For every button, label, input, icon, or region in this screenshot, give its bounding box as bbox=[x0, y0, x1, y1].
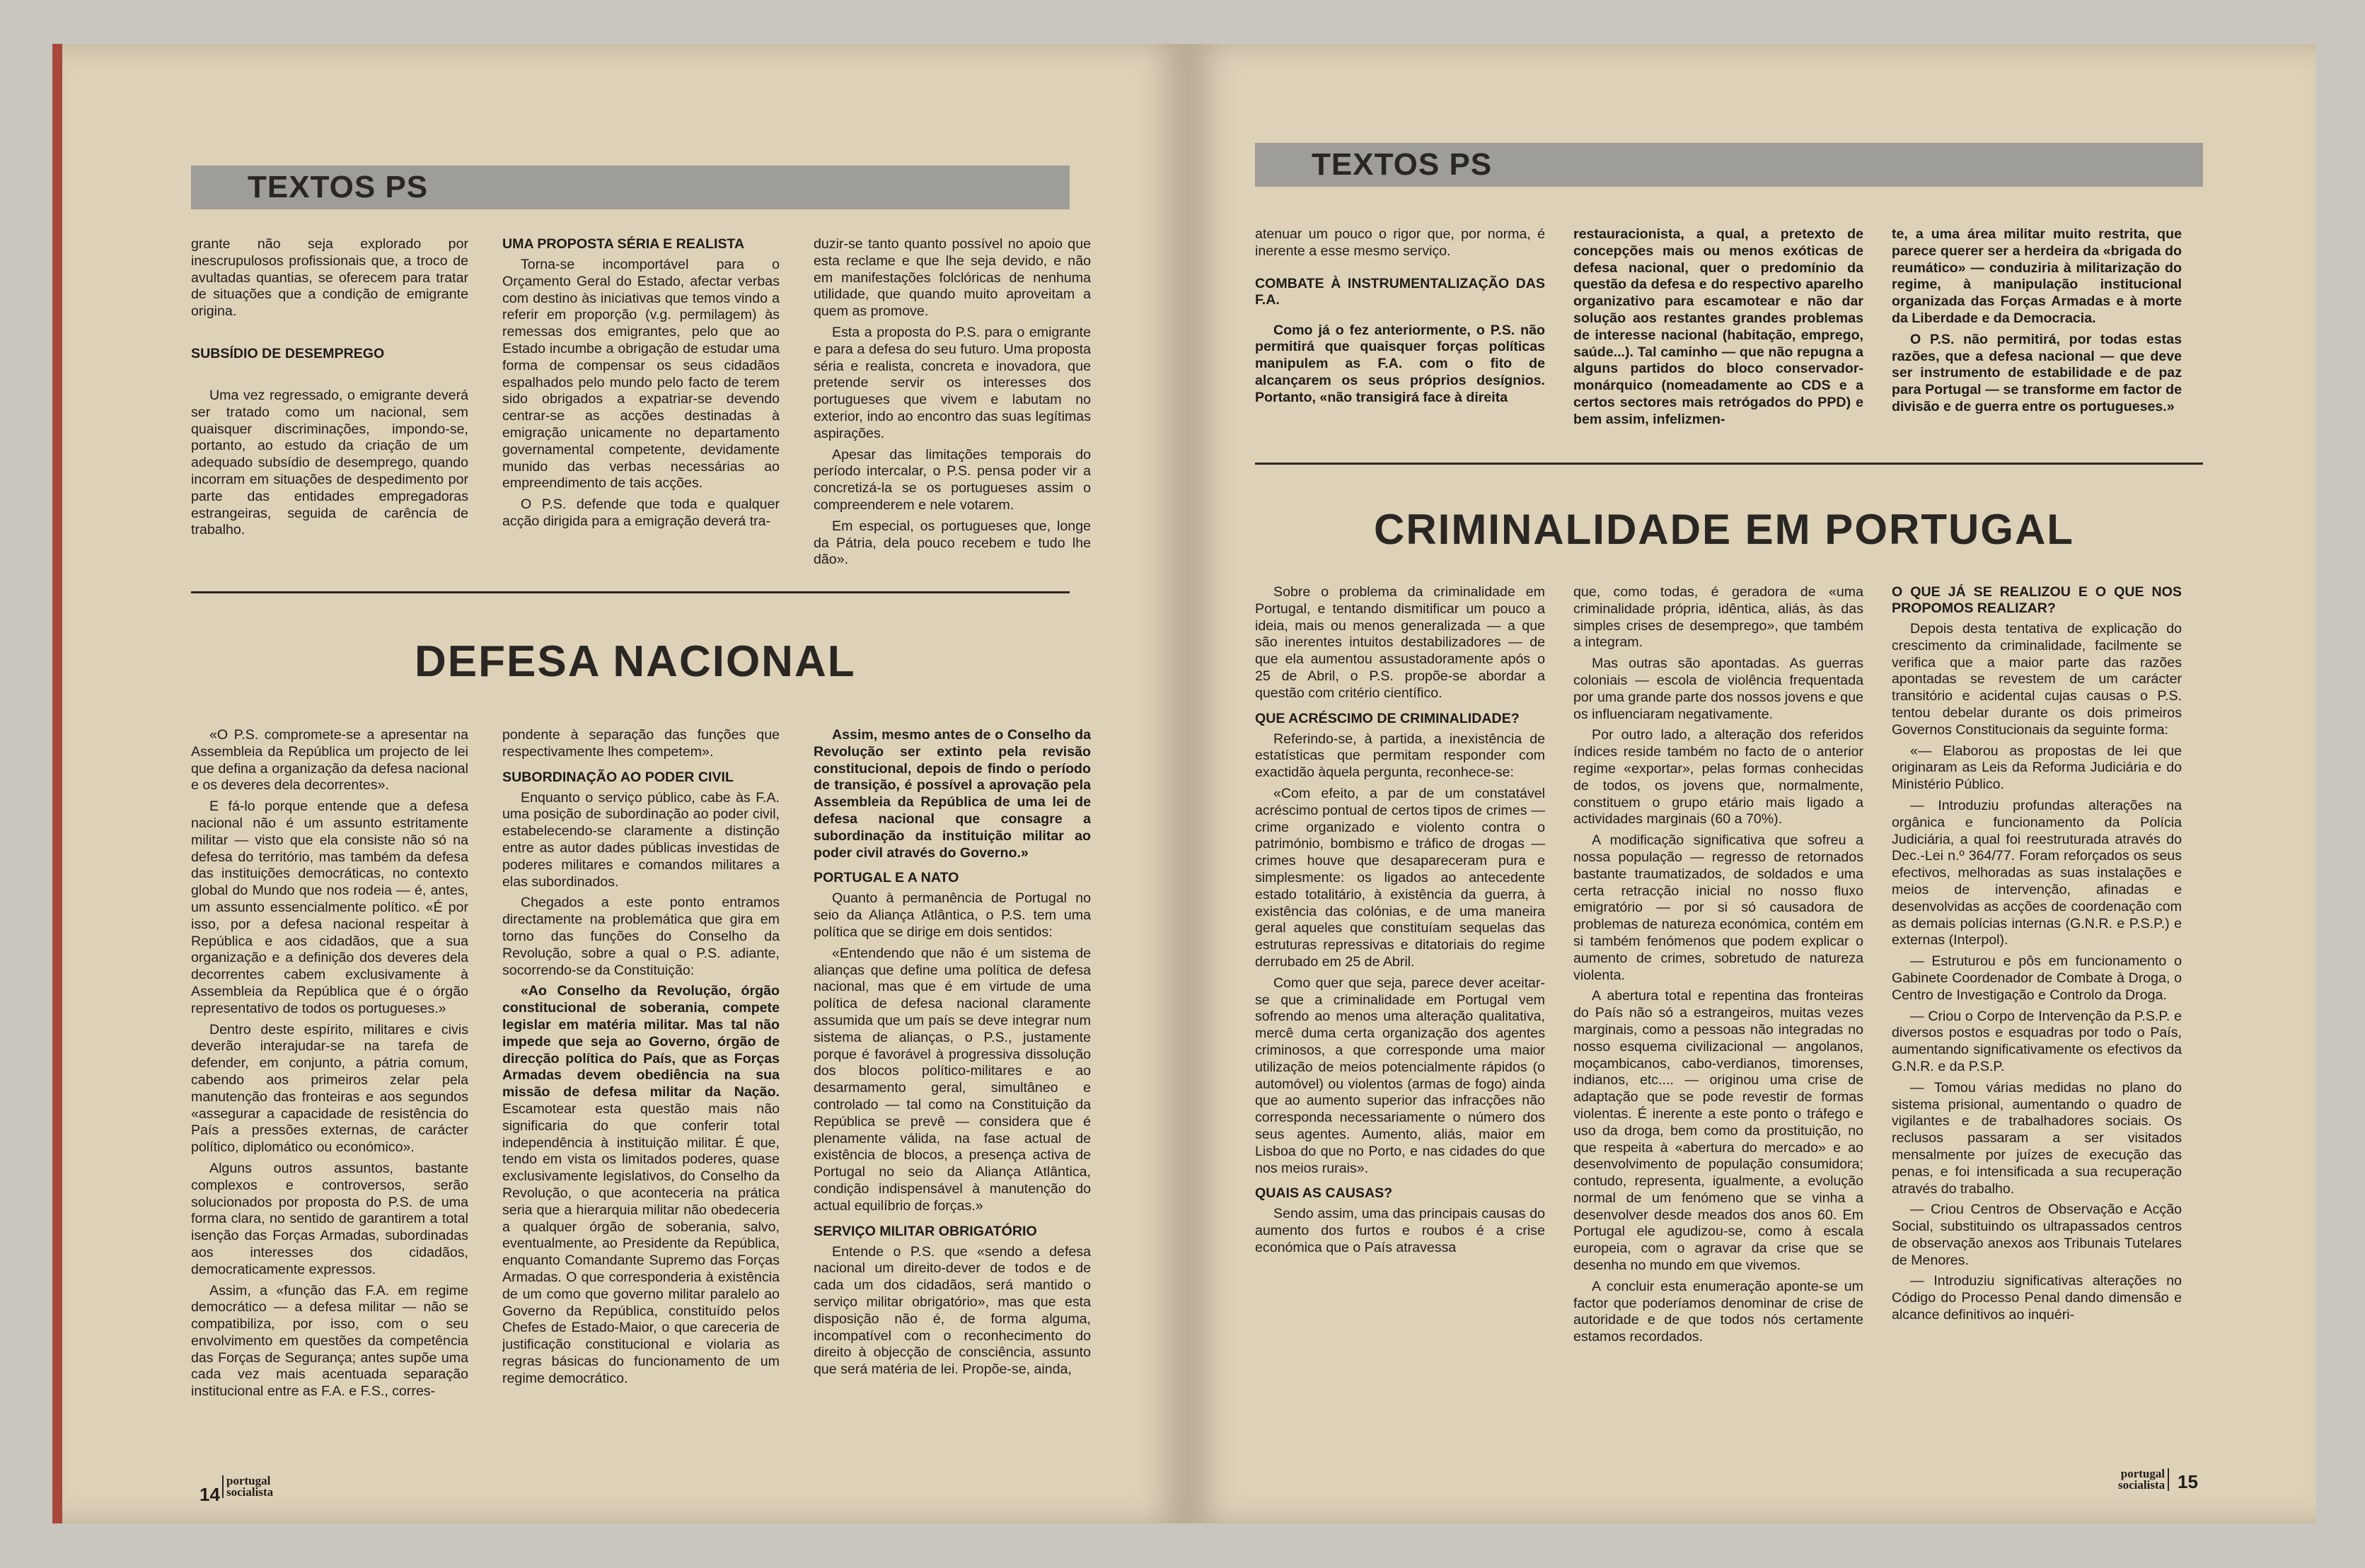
paragraph: Por outro lado, a alteração dos referidos índices reside também no facto de o anterior regime «exportar», pelas formas conhecidas de todos, os jovens que, normalmente, constituem o grupo etário mais ligado a actividades marginais (60 a 70%). bbox=[1573, 727, 1863, 827]
paragraph: Enquanto o serviço público, cabe às F.A. uma posição de subordinação ao poder civil, estabelecendo-se claramente a distinção entre as autor dades públicas investidas de poderes militares e comandos militares a elas subordinados. bbox=[502, 789, 780, 890]
top-column-2 bbox=[502, 236, 780, 632]
paragraph: O P.S. defende que toda e qualquer acção dirigida para a emigração deverá tra- bbox=[502, 496, 780, 529]
paragraph: — Introduziu profundas alterações na orgânica e funcionamento da Polícia Judiciária, a qual foi reestruturada através do Dec.-Lei n.º 364/77. Foram reforçados os seus efectivos, melhoradas as suas instalações e meios de intervenção, afinadas e desenvolvidas as acções de coordenação com as demais polícias internas (G.N.R. e P.S.P.) e externas (Interpol). bbox=[1892, 797, 2182, 948]
paragraph: — Criou Centros de Observação e Acção Social, substituindo os ultrapassados centros de observação anexos aos Tribunais Tutelares de Menores. bbox=[1892, 1202, 2182, 1268]
article-headline: CRIMINALIDADE EM PORTUGAL bbox=[1374, 506, 2074, 553]
paragraph: Como já o fez anteriormente, o P.S. não permitirá que quaisquer forças políticas manipulem as F.A. com o fito de alcançarem os seus próprios desígnios. Portanto, «não transigirá face à direita bbox=[1255, 322, 1545, 405]
article-column-1 bbox=[1255, 584, 1545, 1482]
logo-line: socialista bbox=[226, 1485, 274, 1499]
quote-continuation: Escamotear esta questão mais não significaria do que conferir total independência à instituição militar. É que, tendo em vista os limitados poderes, quase exclusivamente legislativos, do Conselho da Revolução, o que aconteceria na prática seria que a hierarquia militar não obedeceria a qualquer órgão de soberania, salvo, eventualmente, ao Presidente da República, enquanto Comandante Supremo das Forças Armadas. O que corresponderia à existência de um como que governo militar paralelo ao Governo da República, constituído pelos Chefes de Estado-Maior, o que careceria de justificação constitucional e violaria as regras básicas do funcionamento de um regime democrático. bbox=[502, 1100, 780, 1386]
paragraph: — Tomou várias medidas no plano do sistema prisional, aumentando o quadro de vigilantes e de trabalhadores sociais. Os reclusos passaram a ser visitados mensalmente por juízes de execução das penas, e foi intensificada a sua recuperação através do trabalho. bbox=[1892, 1079, 2182, 1197]
section-band bbox=[191, 165, 1070, 209]
section-divider bbox=[1255, 463, 2203, 465]
paragraph: Depois desta tentativa de explicação do crescimento da criminalidade, facilmente se verifica que a maior parte das razões apontadas se revestem de um carácter transitório e acidental cujas causas o P.S. tentou debelar durante os dois primeiros Governos Constitucionais da seguinte forma: bbox=[1892, 621, 2182, 738]
top-column-3 bbox=[814, 236, 1091, 632]
right-page bbox=[1187, 44, 2316, 1523]
paragraph: Chegados a este ponto entramos directamente na problemática que gira em torno das funções do Conselho da Revolução, sobre a qual o P.S. adiante, socorrendo-se da Constituição: bbox=[502, 895, 780, 978]
paragraph: A abertura total e repentina das fronteiras do País não só a estrangeiros, muitas vezes marginais, como a pessoas não integradas no nosso esquema civilizacional — angolanos, moçambicanos, cabo-verdianos, timorenses, indianos, etc.... — originou uma crise de adaptação que se pode revestir de formas violentas. É inerente a este ponto o tráfego e uso da droga, bem como da prostituição, no que respeita à «abertura do mercado» e ao desenvolvimento de população consumidora; contudo, representa, igualmente, a evolução normal de um fenómeno que se vinha a desenvolver desde meados dos anos 60. Em Portugal ele agudizou-se, como à escala europeia, com o agravar da crise que se desenha no mundo em que vivemos. bbox=[1573, 988, 1863, 1274]
paragraph: — Introduziu significativas alterações no Código do Processo Penal dando dimensão e alcance definitivos ao inquéri- bbox=[1892, 1273, 2182, 1323]
section-title: TEXTOS PS bbox=[248, 170, 429, 204]
left-page bbox=[52, 44, 1187, 1523]
paragraph: restauracionista, a qual, a pretexto de concepções mais ou menos exóticas de defesa nacional, quer o predomínio da questão da defesa e do respectivo aparelho organizativo para escamotear e não dar solução aos restantes grandes problemas de interesse nacional (habitação, emprego, saúde...). Tal caminho — que não repugna a alguns partidos do bloco conservador-monárquico (nomeadamente ao CDS e a certos sectores mais retrógados do PPD) e bem assim, infelizmen- bbox=[1573, 226, 1863, 427]
paragraph: pondente à separação das funções que respectivamente lhes competem». bbox=[502, 727, 780, 760]
paragraph: Sendo assim, uma das principais causas do aumento dos furtos e roubos é a crise económica que o País atravessa bbox=[1255, 1206, 1545, 1255]
subheading: UMA PROPOSTA SÉRIA E REALISTA bbox=[502, 236, 745, 252]
magazine-spread bbox=[52, 44, 2316, 1523]
paragraph: Assim, mesmo antes de o Conselho da Revolução ser extinto pela revisão constitucional, depois de findo o período de transição, é possível a aprovação pela Assembleia da República de uma lei de defesa nacional que consagre a subordinação da instituição militar ao poder civil através do Governo.» bbox=[814, 727, 1091, 861]
paragraph: A modificação significativa que sofreu a nossa população — regresso de retornados bastante traumatizados, de soldados e uma certa retracção inicial no nosso fluxo emigratório — por si só causadora de problemas de natureza económica, contém em si também fenómenos que podem explicar o aumento de crimes, sobretudo de natureza violenta. bbox=[1573, 832, 1863, 983]
article-column-2 bbox=[1573, 584, 1863, 1482]
subheading: QUAIS AS CAUSAS? bbox=[1255, 1185, 1393, 1202]
paragraph: Quanto à permanência de Portugal no seio da Aliança Atlântica, o P.S. tem uma política que se dirige em dois sentidos: bbox=[814, 890, 1091, 940]
subheading: COMBATE À INSTRUMENTALIZAÇÃO DAS F.A. bbox=[1255, 275, 1545, 308]
paragraph: grante não seja explorado por inescrupulosos profissionais que, a troco de avultadas quantias, se oferecem para tratar de situações que a condição de emigrante origina. bbox=[191, 236, 468, 320]
paragraph: Referindo-se, à partida, a inexistência de estatísticas que permitam responder com exactidão àquela pergunta, reconhece-se: bbox=[1255, 731, 1545, 781]
section-band bbox=[1255, 143, 2203, 187]
paragraph: — Criou o Corpo de Intervenção da P.S.P. e diversos postos e esquadras por todo o País, aumentando significativamente os efectivos da G.N.R. e da P.S.P. bbox=[1892, 1008, 2182, 1074]
article-headline: DEFESA NACIONAL bbox=[415, 637, 856, 686]
paragraph: Em especial, os portugueses que, longe da Pátria, dela pouco recebem e tudo lhe dão». bbox=[814, 518, 1091, 568]
logo-line: portugal bbox=[2120, 1467, 2165, 1480]
paragraph: que, como todas, é geradora de «uma criminalidade própria, idêntica, aliás, às das simples crises de desemprego», que também a integram. bbox=[1573, 584, 1863, 651]
paragraph: Sobre o problema da criminalidade em Portugal, e tentando dismitificar um pouco a ideia, mais ou menos generalizada — a que são inerentes intuitos destabilizadores — de que ela aumentou assustadoramente após o 25 de Abril, o P.S. propõe-se abordar a questão com critério científico. bbox=[1255, 584, 1545, 701]
bold-quote: «Ao Conselho da Revolução, órgão constitucional de soberania, compete legislar em matéria militar. Mas tal não impede que seja ao Governo, órgão de direcção política do País, que as Forças Armadas devem obediência na sua missão de defesa militar da Nação. bbox=[502, 983, 780, 1100]
paragraph: Alguns outros assuntos, bastante complexos e controversos, serão solucionados por proposta do P.S. de uma forma clara, no sentido de garantirem a total isenção das Forças Armadas, subordinadas aos interesses dos cidadãos, democraticamente expressos. bbox=[191, 1160, 468, 1277]
page-number: 14 bbox=[200, 1484, 220, 1505]
publication-logo bbox=[2118, 1468, 2169, 1491]
paragraph: Apesar das limitações temporais do período intercalar, o P.S. pensa poder vir a concretizá-la se os portugueses assim o compreenderem e nele votarem. bbox=[814, 446, 1091, 513]
paragraph: duzir-se tanto quanto possível no apoio que esta reclame e que lhe seja devido, e não em manifestações folclóricas de nenhuma utilidade, que quando muito aproveitam a quem as promove. bbox=[814, 236, 1091, 320]
paragraph: O P.S. não permitirá, por todas estas razões, que a defesa nacional — que deve ser instrumento de estabilidade e de paz para Portugal — se transforme em factor de divisão e de guerra entre os portugueses.» bbox=[1892, 331, 2182, 414]
paragraph: Mas outras são apontadas. As guerras coloniais — escola de violência frequentada por uma grande parte dos nossos jovens e que os influenciaram negativamente. bbox=[1573, 656, 1863, 722]
subheading: SUBORDINAÇÃO AO PODER CIVIL bbox=[502, 769, 734, 785]
paragraph: Como quer que seja, parece dever aceitar-se que a criminalidade em Portugal vem sofrendo ao menos uma alteração qualitativa, mercê duma certa organização dos agentes criminosos, a que corresponde uma maior utilização de meios potencialmente rápidos (o automóvel) ou violentos (armas de fogo) ainda que ao aumento superior das infracções não corresponda necessariamente o número dos seus agentes. Aumento, aliás, maior em Lisboa do que no Porto, e nas cidades do que nos meios rurais». bbox=[1255, 975, 1545, 1176]
article-column-2 bbox=[502, 727, 780, 1484]
top-column-3 bbox=[1892, 226, 2182, 481]
top-column-1 bbox=[1255, 226, 1545, 481]
paragraph: atenuar um pouco o rigor que, por norma, é inerente a esse mesmo serviço. bbox=[1255, 226, 1545, 259]
paragraph: — Estruturou e pôs em funcionamento o Gabinete Coordenador de Combate à Droga, o Centro de Investigação e Controlo da Droga. bbox=[1892, 953, 2182, 1003]
subheading: SUBSÍDIO DE DESEMPREGO bbox=[191, 345, 385, 361]
section-divider bbox=[191, 591, 1070, 593]
article-column-3 bbox=[1892, 584, 2182, 1482]
paragraph: Esta a proposta do P.S. para o emigrante e para a defesa do seu futuro. Uma proposta séria e realista, concreta e inovadora, que pretende servir os interesses dos portugueses que vivem e labutam no exterior, indo ao encontro das suas legítimas aspirações. bbox=[814, 324, 1091, 441]
paragraph: Assim, a «função das F.A. em regime democrático — a defesa militar — não se compatibiliza, por isso, com o seu envolvimento em questões da competência das Forças de Segurança; antes supõe uma cada vez mais acentuada separação institucional entre as F.A. e F.S., corres- bbox=[191, 1282, 468, 1400]
publication-logo bbox=[222, 1475, 273, 1498]
subheading: O QUE JÁ SE REALIZOU E O QUE NOS PROPOMOS REALIZAR? bbox=[1892, 584, 2182, 616]
paragraph: «Com efeito, a par de um constatável acréscimo pontual de certos tipos de crimes — crime organizado e violento contra o património, bombismo e tráfico de drogas — crimes houve que desapareceram pura e simplesmente: os ligados ao antecedente estado totalitário, à existência da guerra, à existência das colónias, e de uma maneira geral aqueles que constituíam sequelas das estruturas repressivas e ditatoriais do regime derrubado em 25 de Abril. bbox=[1255, 785, 1545, 970]
subheading: PORTUGAL E A NATO bbox=[814, 870, 959, 886]
paragraph: «O P.S. compromete-se a apresentar na Assembleia da República um projecto de lei que defina a organização da defesa nacional e os deveres dela decorrentes». bbox=[191, 727, 468, 794]
paragraph: E fá-lo porque entende que a defesa nacional não é um assunto estritamente militar — visto que ela consiste não só na defesa do território, mas também da defesa das instituições democráticas, no contexto global do Mundo que nos rodeia — é, antes, um assunto essencialmente político. «É por isso, por a defesa nacional respeitar à República e aos cidadãos, que a sua organização e a definição dos deveres dela decorrentes cabem exclusivamente à Assembleia da República que é o órgão representativo de todos os portugueses.» bbox=[191, 798, 468, 1016]
top-column-1 bbox=[191, 236, 468, 632]
subheading: QUE ACRÉSCIMO DE CRIMINALIDADE? bbox=[1255, 710, 1520, 726]
article-column-1 bbox=[191, 727, 468, 1484]
paragraph: Torna-se incomportável para o Orçamento Geral do Estado, afectar verbas com destino às iniciativas que temos vindo a referir em proporção (v.g. permilagem) às remessas dos emigrantes, pelo que ao Estado incumbe a obrigação de estudar uma forma de compensar os seus cidadãos espalhados pelo mundo pelo facto de terem sido obrigados a expatriar-se devendo centrar-se as acções destinadas à emigração unicamente no departamento governamental competente, devidamente munido das verbas necessárias ao empreendimento de tais acções. bbox=[502, 257, 780, 492]
paragraph: «Entendendo que não é um sistema de alianças que define uma política de defesa nacional, mas que é em virtude de uma política de defesa nacional claramente assumida que um país se deve integrar num sistema de alianças, o P.S., justamente porque é favorável à progressiva dissolução dos blocos político-militares e ao desarmamento geral, simultâneo e controlado — tal como na Constituição da República se prevê — considera que é plenamente válida, na fase actual de existência de blocos, a presença activa de Portugal no seio da Aliança Atlântica, condição indispensável à manutenção do actual equilíbrio de forças.» bbox=[814, 945, 1091, 1214]
top-column-2 bbox=[1573, 226, 1863, 481]
logo-line: portugal bbox=[226, 1474, 271, 1487]
page-number: 15 bbox=[2178, 1471, 2198, 1492]
paragraph: Entende o P.S. que «sendo a defesa nacional um direito-dever de todos e de cada um dos cidadãos, será mantido o serviço militar obrigatório», mas que esta disposição não é, de forma alguma, incompatível com o reconhecimento do direito à objecção de consciência, assunto que será matéria de lei. Propõe-se, ainda, bbox=[814, 1243, 1091, 1378]
subheading: SERVIÇO MILITAR OBRIGATÓRIO bbox=[814, 1223, 1037, 1239]
section-title: TEXTOS PS bbox=[1312, 147, 1493, 182]
article-column-3 bbox=[814, 727, 1091, 1484]
paragraph bbox=[502, 983, 780, 1387]
logo-line: socialista bbox=[2118, 1478, 2165, 1492]
paragraph: A concluir esta enumeração aponte-se um factor que poderíamos denominar de crise de autoridade e de que todos nós certamente estamos recordados. bbox=[1573, 1278, 1863, 1345]
paragraph: te, a uma área militar muito restrita, que parece querer ser a herdeira da «brigada do reumático» — conduziria à militarização do regime, à manipulação institucional organizada das Forças Armadas e à morte da Liberdade e da Democracia. bbox=[1892, 226, 2182, 326]
paragraph: Dentro deste espírito, militares e civis deverão interajudar-se na tarefa de defender, em conjunto, a pátria comum, cabendo aos primeiros zelar pela manutenção das fronteiras e aos segundos «assegurar a capacidade de resistência do País a pressões externas, de carácter político, diplomático ou económico». bbox=[191, 1021, 468, 1156]
paragraph: «— Elaborou as propostas de lei que originaram as Leis da Reforma Judiciária e do Ministério Público. bbox=[1892, 743, 2182, 793]
paragraph: Uma vez regressado, o emigrante deverá ser tratado como um nacional, sem quaisquer discriminações, impondo-se, portanto, ao estudo da criação de um adequado subsídio de desemprego, quando incorram em situações de despedimento por parte das entidades empregadoras estrangeiras, seguida de carência de trabalho. bbox=[191, 387, 468, 538]
